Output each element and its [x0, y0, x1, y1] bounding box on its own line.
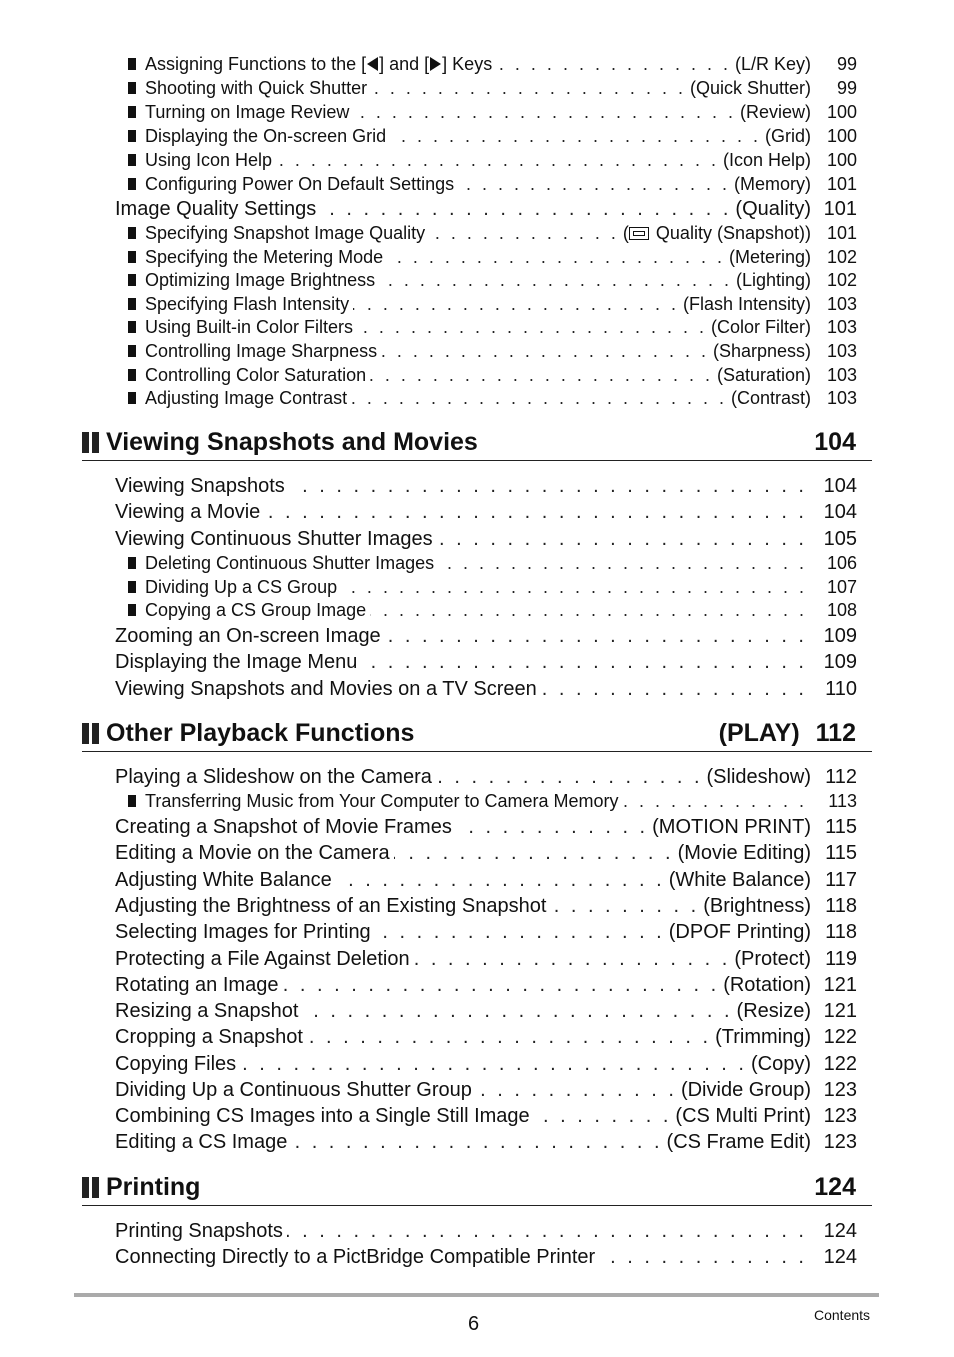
- entry-tag: (Lighting): [735, 270, 811, 290]
- dot-leader: [361, 651, 807, 674]
- section-title: Other Playback Functions: [106, 718, 415, 747]
- entry-title: Combining CS Images into a Single Still Image: [115, 1105, 530, 1127]
- entry-title: Optimizing Image Brightness: [145, 270, 376, 290]
- section-heading[interactable]: [82, 715, 872, 752]
- toc-entry[interactable]: [115, 625, 857, 651]
- entry-page-number: 118: [825, 895, 857, 917]
- entry-title: Controlling Color Saturation: [145, 365, 367, 385]
- section-heading[interactable]: [82, 424, 872, 461]
- bullet-icon: [128, 581, 136, 593]
- entry-title: Dividing Up a CS Group: [145, 577, 338, 597]
- dot-leader: [438, 553, 807, 574]
- entry-page-number: 119: [825, 948, 857, 970]
- dot-leader: [414, 948, 731, 971]
- bullet-icon: [128, 82, 136, 94]
- entry-page-number: 123: [823, 1131, 857, 1153]
- bullet-icon: [128, 369, 136, 381]
- dot-leader: [370, 600, 807, 621]
- entry-title: Shooting with Quick Shutter: [145, 78, 368, 98]
- dot-leader: [496, 54, 731, 75]
- entry-tag: (Divide Group): [680, 1079, 811, 1101]
- toc-entry[interactable]: [115, 1246, 857, 1272]
- entry-tag: (Sharpness): [712, 341, 811, 361]
- entry-title: Protecting a File Against Deletion: [115, 948, 410, 970]
- entry-page-number: 109: [823, 625, 857, 647]
- entry-title: Adjusting White Balance: [115, 869, 332, 891]
- section-marker-icon: [82, 432, 99, 453]
- snapshot-quality-icon: [629, 227, 649, 240]
- entry-tag: (Icon Help): [722, 150, 811, 170]
- dot-leader: [341, 577, 807, 598]
- dot-leader: [458, 174, 730, 195]
- entry-tag: (Movie Editing): [677, 842, 811, 864]
- entry-title: Transferring Music from Your Computer to Camera Memory: [145, 791, 619, 811]
- bullet-icon: [128, 321, 136, 333]
- toc-entry[interactable]: [115, 974, 857, 1000]
- dot-leader: [436, 766, 703, 789]
- toc-entry[interactable]: [115, 1079, 857, 1105]
- footer-page-number: 6: [468, 1313, 480, 1335]
- dot-leader: [357, 317, 707, 338]
- toc-entry[interactable]: [115, 198, 857, 224]
- toc-entry[interactable]: [115, 475, 857, 501]
- entry-tag: (Resize): [736, 1000, 811, 1022]
- entry-title: Specifying Snapshot Image Quality: [145, 223, 426, 243]
- bullet-icon: [128, 58, 136, 70]
- bullet-icon: [128, 154, 136, 166]
- toc-entry[interactable]: [128, 247, 857, 270]
- toc-entry[interactable]: [128, 294, 857, 317]
- entry-page-number: 109: [823, 651, 857, 673]
- entry-title: Editing a Movie on the Camera: [115, 842, 390, 864]
- entry-page-number: 118: [825, 921, 857, 943]
- section-page-number: 124: [814, 1172, 856, 1201]
- entry-page-number: 101: [826, 174, 857, 194]
- section-title: Printing: [106, 1172, 201, 1201]
- toc-entry[interactable]: [115, 1026, 857, 1052]
- entry-title: Deleting Continuous Shutter Images: [145, 553, 435, 573]
- entry-tag: (MOTION PRINT): [652, 816, 811, 838]
- entry-page-number: 102: [826, 247, 857, 267]
- toc-entry[interactable]: [128, 126, 857, 149]
- dot-leader: [379, 270, 732, 291]
- entry-page-number: 102: [826, 270, 857, 290]
- entry-title: Using Icon Help: [145, 150, 273, 170]
- dot-leader: [541, 678, 807, 701]
- left-triangle-icon: [367, 57, 378, 71]
- entry-tag: (L/R Key): [734, 54, 811, 74]
- dot-leader: [353, 294, 679, 315]
- toc-entry[interactable]: [128, 102, 857, 125]
- entry-tag-part: Quality (Snapshot)): [650, 223, 811, 243]
- dot-leader: [307, 1026, 711, 1049]
- toc-entry[interactable]: [115, 678, 857, 704]
- entry-title: Viewing a Movie: [115, 501, 261, 523]
- entry-tag: (DPOF Printing): [668, 921, 811, 943]
- entry-page-number: 99: [836, 54, 857, 74]
- entry-title: Dividing Up a Continuous Shutter Group: [115, 1079, 472, 1101]
- dot-leader: [390, 126, 761, 147]
- toc-entry[interactable]: [128, 317, 857, 340]
- dot-leader: [351, 388, 727, 409]
- entry-page-number: 100: [826, 102, 857, 122]
- toc-entry[interactable]: [115, 1000, 857, 1026]
- dot-leader: [381, 341, 709, 362]
- entry-tag: (Contrast): [730, 388, 811, 408]
- bullet-icon: [128, 274, 136, 286]
- section-page-number: 112: [815, 718, 856, 747]
- toc-entry[interactable]: [128, 600, 857, 623]
- entry-tag: (Rotation): [723, 974, 811, 996]
- entry-title: Using Built-in Color Filters: [145, 317, 354, 337]
- section-marker-icon: [82, 723, 99, 744]
- entry-page-number: 101: [826, 223, 857, 243]
- entry-tag: (CS Multi Print): [675, 1105, 811, 1127]
- entry-page-number: 123: [823, 1079, 857, 1101]
- entry-tag: (White Balance): [668, 869, 811, 891]
- entry-title-part: ] Keys: [442, 54, 493, 74]
- dot-leader: [264, 501, 807, 524]
- dot-leader: [599, 1246, 807, 1269]
- bullet-icon: [128, 106, 136, 118]
- entry-title: Adjusting Image Contrast: [145, 388, 348, 408]
- entry-tag: (Quality): [735, 198, 811, 220]
- section-tag: (PLAY): [718, 718, 800, 747]
- toc-entry[interactable]: [115, 895, 857, 921]
- footer-section-label: Contents: [814, 1307, 871, 1323]
- entry-title: Specifying the Metering Mode: [145, 247, 384, 267]
- entry-page-number: 99: [836, 78, 857, 98]
- entry-title-part: ] and [: [379, 54, 430, 74]
- entry-page-number: 103: [826, 341, 857, 361]
- toc-entry[interactable]: [128, 577, 857, 600]
- entry-page-number: 121: [823, 974, 857, 996]
- toc-entry[interactable]: [115, 842, 857, 868]
- toc-entry[interactable]: [115, 766, 857, 792]
- toc-entry[interactable]: [128, 78, 857, 101]
- entry-page-number: 117: [825, 869, 857, 891]
- entry-page-number: 101: [823, 198, 857, 220]
- dot-leader: [387, 247, 725, 268]
- toc-entry[interactable]: [128, 365, 857, 388]
- entry-tag: (Trimming): [715, 1026, 811, 1048]
- bullet-icon: [128, 345, 136, 357]
- dot-leader: [476, 1079, 677, 1102]
- entry-title: Controlling Image Sharpness: [145, 341, 378, 361]
- toc-entry[interactable]: [128, 388, 857, 411]
- bullet-icon: [128, 795, 136, 807]
- entry-tag: (Flash Intensity): [682, 294, 811, 314]
- entry-tag: (Protect): [734, 948, 811, 970]
- dot-leader: [429, 223, 619, 244]
- entry-page-number: 123: [823, 1105, 857, 1127]
- entry-title: Printing Snapshots: [115, 1220, 283, 1242]
- entry-title: Editing a CS Image: [115, 1131, 288, 1153]
- entry-page-number: 103: [826, 294, 857, 314]
- entry-title: Resizing a Snapshot: [115, 1000, 299, 1022]
- dot-leader: [276, 150, 719, 171]
- entry-page-number: 110: [825, 678, 857, 700]
- entry-tag: (Color Filter): [710, 317, 811, 337]
- dot-leader: [550, 895, 699, 918]
- dot-leader: [320, 198, 731, 221]
- footer-rule: [74, 1293, 879, 1297]
- entry-title: Turning on Image Review: [145, 102, 350, 122]
- entry-title: Creating a Snapshot of Movie Frames: [115, 816, 452, 838]
- toc-entry[interactable]: [115, 651, 857, 677]
- bullet-icon: [128, 130, 136, 142]
- entry-title: Displaying the On-screen Grid: [145, 126, 387, 146]
- dot-leader: [291, 1131, 662, 1154]
- toc-entry[interactable]: [128, 223, 857, 246]
- entry-page-number: 104: [823, 475, 857, 497]
- entry-title: Viewing Snapshots: [115, 475, 285, 497]
- toc-entry[interactable]: [128, 150, 857, 173]
- entry-page-number: 105: [823, 528, 857, 550]
- toc-entry[interactable]: [128, 341, 857, 364]
- toc-entry[interactable]: [115, 921, 857, 947]
- dot-leader: [385, 625, 807, 648]
- section-heading[interactable]: [82, 1169, 872, 1206]
- toc-entry[interactable]: [128, 553, 857, 576]
- dot-leader: [371, 78, 686, 99]
- entry-page-number: 107: [826, 577, 857, 597]
- toc-entry[interactable]: [115, 501, 857, 527]
- entry-tag: (Grid): [765, 126, 811, 146]
- entry-page-number: 104: [823, 501, 857, 523]
- entry-tag: (Memory): [734, 174, 811, 194]
- entry-title-part: Assigning Functions to the [: [145, 54, 367, 74]
- entry-page-number: 106: [826, 553, 857, 573]
- dot-leader: [437, 528, 807, 551]
- entry-title: Playing a Slideshow on the Camera: [115, 766, 432, 788]
- entry-page-number: 113: [828, 791, 857, 811]
- section-marker-icon: [82, 1177, 99, 1198]
- entry-title: Connecting Directly to a PictBridge Compatible Printer: [115, 1246, 596, 1268]
- toc-entry[interactable]: [115, 528, 857, 554]
- entry-tag: (Brightness): [703, 895, 811, 917]
- toc-entry[interactable]: [128, 174, 857, 197]
- dot-leader: [370, 365, 713, 386]
- entry-tag-part: (: [622, 223, 629, 243]
- entry-tag: (Review): [739, 102, 811, 122]
- entry-page-number: 124: [823, 1246, 857, 1268]
- entry-page-number: 112: [825, 766, 857, 788]
- toc-entry[interactable]: [128, 270, 857, 293]
- entry-page-number: 103: [826, 365, 857, 385]
- entry-page-number: 115: [825, 816, 857, 838]
- entry-tag: [623, 223, 811, 244]
- entry-title: Adjusting the Brightness of an Existing Snapshot: [115, 895, 547, 917]
- bullet-icon: [128, 298, 136, 310]
- entry-tag: (Slideshow): [706, 766, 811, 788]
- entry-title: Viewing Continuous Shutter Images: [115, 528, 433, 550]
- toc-entry[interactable]: [115, 1053, 857, 1079]
- dot-leader: [302, 1000, 732, 1023]
- entry-tag: (Quick Shutter): [689, 78, 811, 98]
- entry-tag: (Metering): [728, 247, 811, 267]
- dot-leader: [534, 1105, 672, 1128]
- dot-leader: [456, 816, 648, 839]
- entry-page-number: 115: [825, 842, 857, 864]
- dot-leader: [336, 869, 665, 892]
- entry-title: Rotating an Image: [115, 974, 279, 996]
- section-title: Viewing Snapshots and Movies: [106, 427, 478, 456]
- toc-entry[interactable]: [115, 948, 857, 974]
- entry-title: Image Quality Settings: [115, 198, 317, 220]
- entry-page-number: 103: [826, 388, 857, 408]
- entry-page-number: 121: [823, 1000, 857, 1022]
- section-page-number: 104: [814, 427, 856, 456]
- entry-tag: (CS Frame Edit): [666, 1131, 811, 1153]
- right-triangle-icon: [430, 57, 441, 71]
- bullet-icon: [128, 557, 136, 569]
- bullet-icon: [128, 251, 136, 263]
- toc-entry[interactable]: [128, 54, 857, 77]
- entry-page-number: 124: [823, 1220, 857, 1242]
- entry-title: [145, 54, 492, 75]
- entry-title: Specifying Flash Intensity: [145, 294, 350, 314]
- dot-leader: [282, 974, 719, 997]
- bullet-icon: [128, 392, 136, 404]
- entry-page-number: 103: [826, 317, 857, 337]
- toc-entry[interactable]: [115, 869, 857, 895]
- bullet-icon: [128, 227, 136, 239]
- entry-title: Copying a CS Group Image: [145, 600, 367, 620]
- dot-leader: [287, 1220, 807, 1243]
- toc-entry[interactable]: [128, 791, 857, 814]
- entry-page-number: 122: [823, 1026, 857, 1048]
- dot-leader: [394, 842, 674, 865]
- toc-entry[interactable]: [115, 1131, 857, 1157]
- entry-page-number: 100: [826, 150, 857, 170]
- dot-leader: [622, 791, 807, 812]
- entry-tag: (Saturation): [716, 365, 811, 385]
- toc-entry[interactable]: [115, 816, 857, 842]
- entry-title: Cropping a Snapshot: [115, 1026, 303, 1048]
- dot-leader: [353, 102, 736, 123]
- dot-leader: [240, 1053, 747, 1076]
- entry-title: Selecting Images for Printing: [115, 921, 371, 943]
- entry-tag: (Copy): [750, 1053, 811, 1075]
- entry-title: Zooming an On-screen Image: [115, 625, 381, 647]
- entry-page-number: 108: [826, 600, 857, 620]
- entry-title: Displaying the Image Menu: [115, 651, 358, 673]
- entry-page-number: 122: [823, 1053, 857, 1075]
- bullet-icon: [128, 604, 136, 616]
- entry-page-number: 100: [826, 126, 857, 146]
- entry-title: Viewing Snapshots and Movies on a TV Screen: [115, 678, 537, 700]
- entry-title: Copying Files: [115, 1053, 237, 1075]
- bullet-icon: [128, 178, 136, 190]
- entry-title: Configuring Power On Default Settings: [145, 174, 455, 194]
- toc-entry[interactable]: [115, 1105, 857, 1131]
- dot-leader: [375, 921, 665, 944]
- toc-entry[interactable]: [115, 1220, 857, 1246]
- dot-leader: [289, 475, 807, 498]
